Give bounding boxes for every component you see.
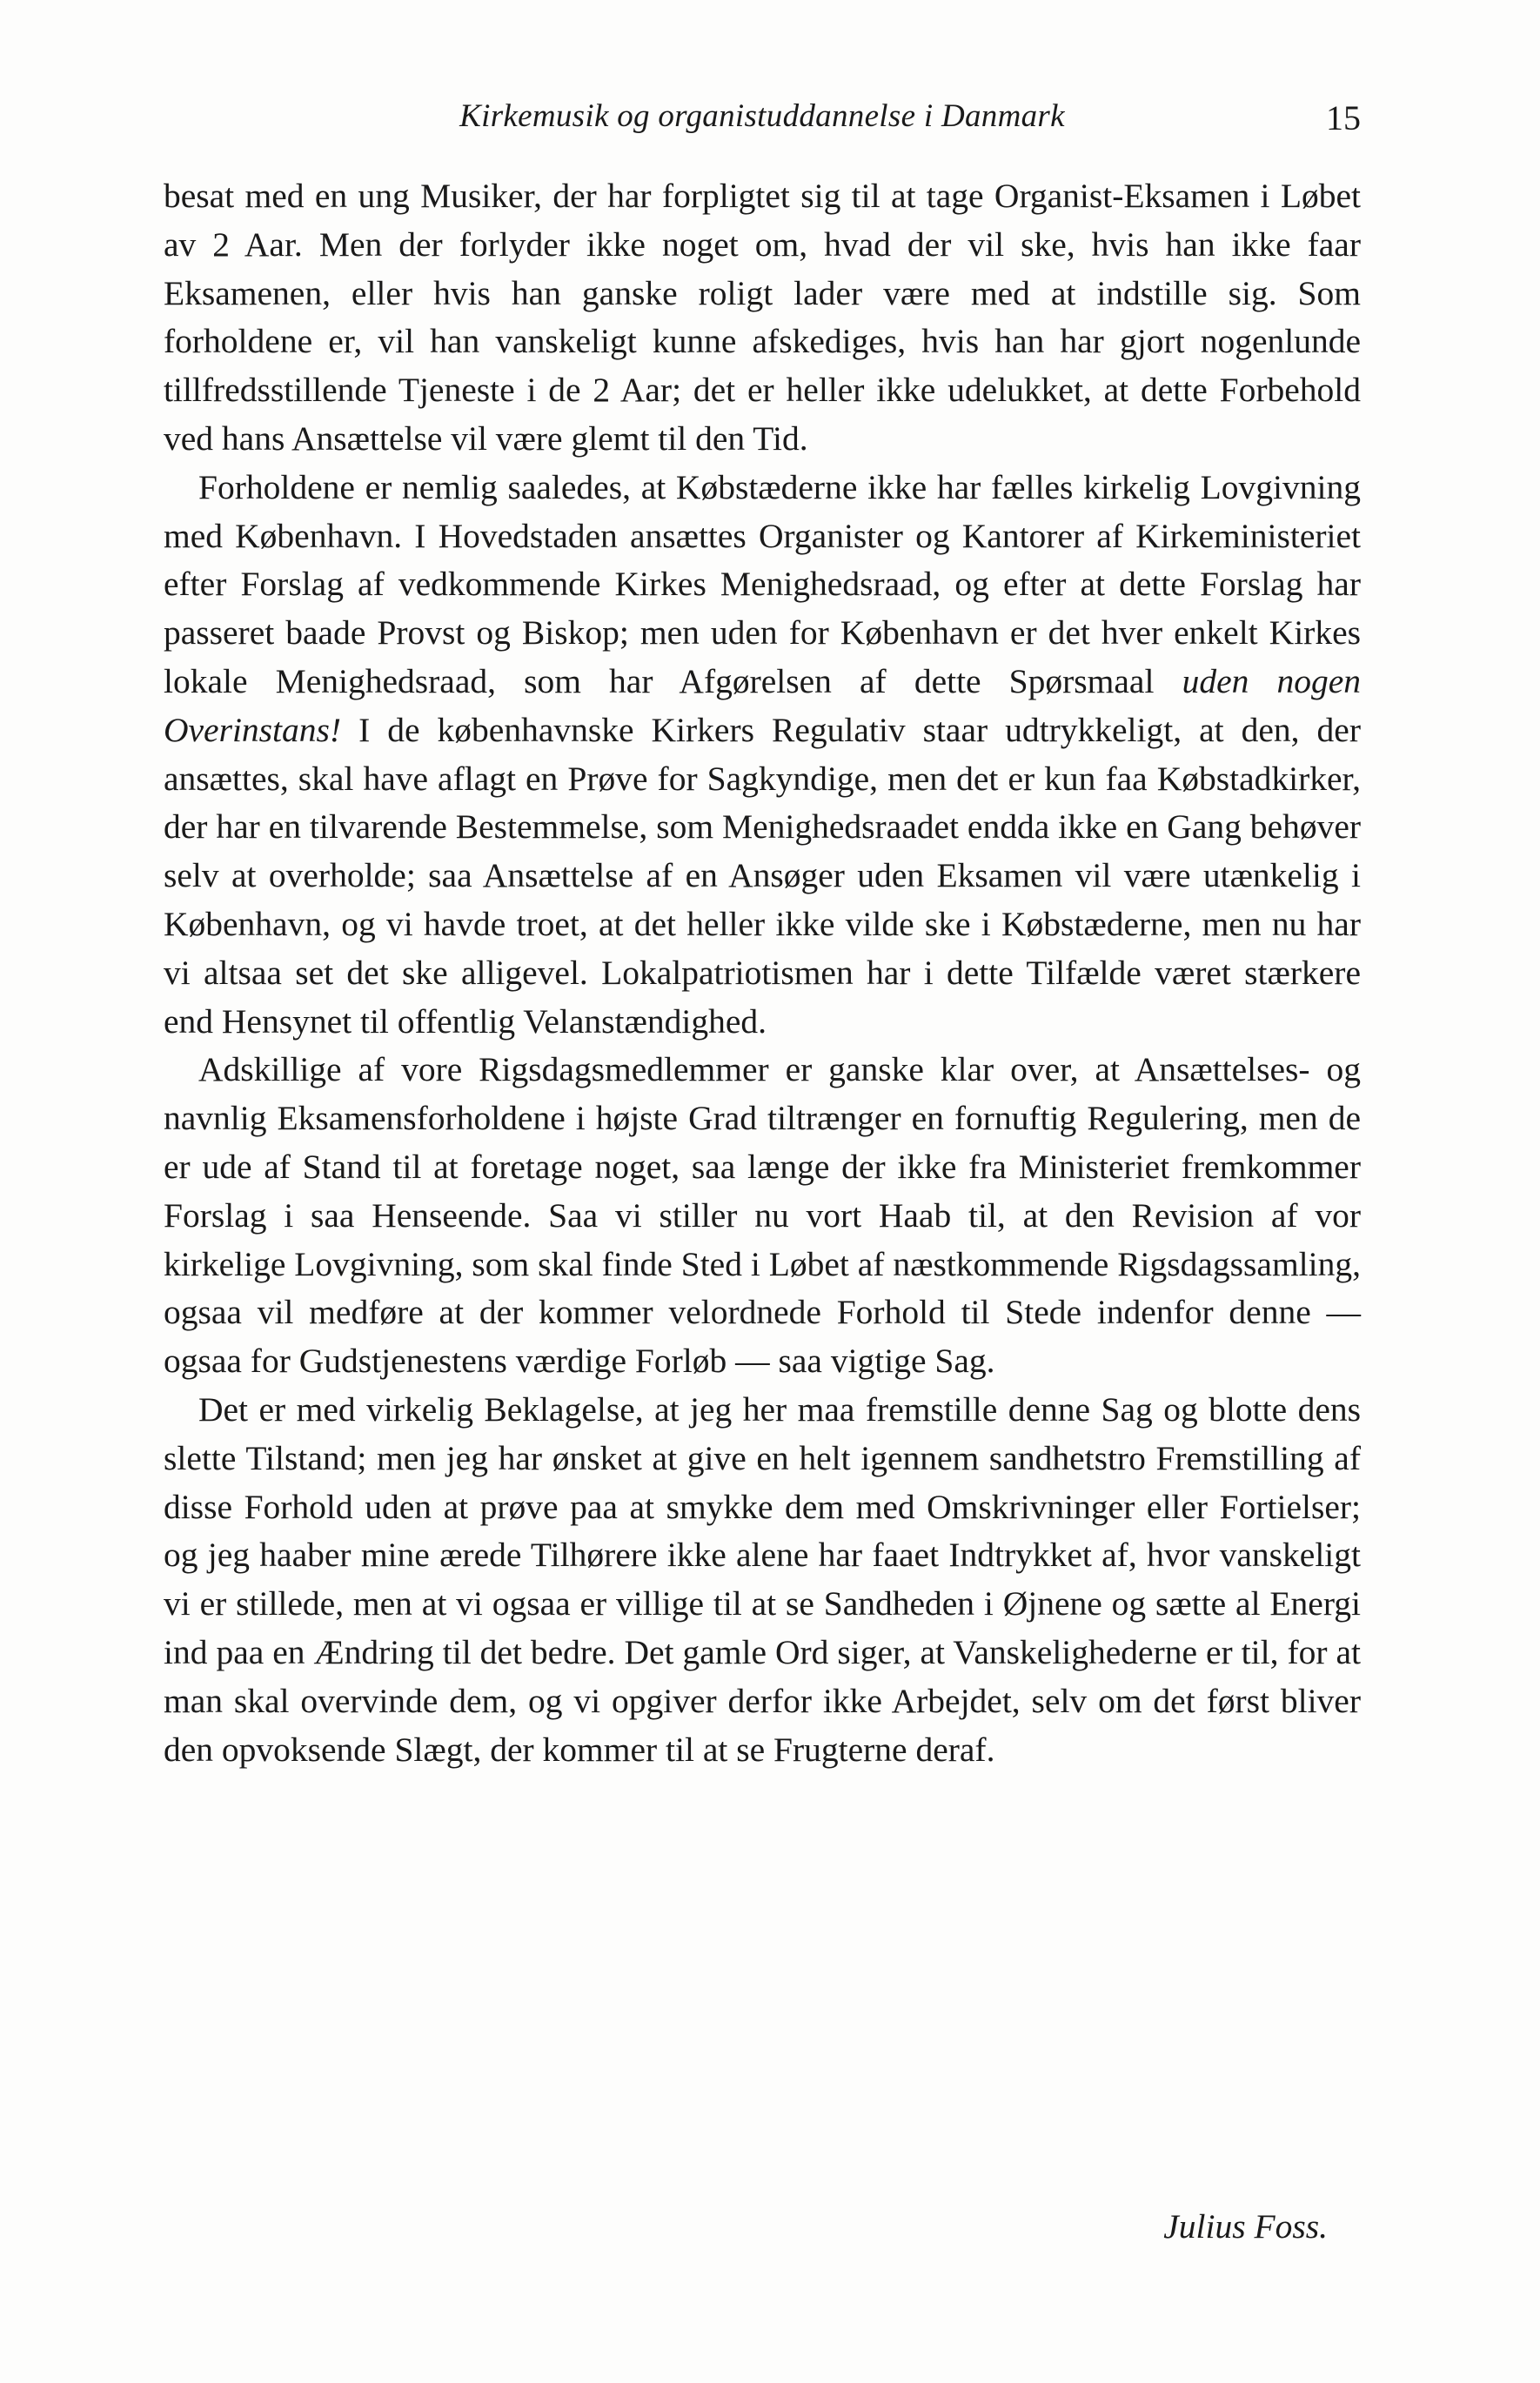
text-segment: I de københavnske Kirkers Regulativ staar udtrykkeligt, at den, der ansættes, skal have aflagt en Prøve for Sagkyndige, men det er kun faa Købstadkirker, der har en tilvarende Bestemmelse, som Menighedsraadet endda ikke en Gang behøver selv at overholde; saa Ansættelse af en Ansøger uden Eksamen vil være utænkelig i København, og vi havde troet, at det heller ikke vilde ske i Købstæderne, men nu har vi altsaa set det ske alligevel. Lokalpatriotismen har i dette Tilfælde været stærkere end Hensynet til offentlig Velanstændighed.: [164, 710, 1361, 1041]
page-number: 15: [1326, 98, 1361, 137]
author-signature: Julius Foss.: [1163, 2207, 1328, 2246]
text-segment: Forholdene er nemlig saaledes, at Købstæderne ikke har fælles kirkelig Lovgivning med København. I Hovedstaden ansættes Organister og Kantorer af Kirkeministeriet efter Forslag af vedkommende Kirkes Menighedsraad, og efter at dette Forslag har passeret baade Provst og Biskop; men uden for København er det hver enkelt Kirkes lokale Menighedsraad, som har Afgørelsen af dette Spørsmaal: [164, 467, 1361, 700]
text-segment: Adskillige af vore Rigsdagsmedlemmer er ganske klar over, at Ansættelses- og navnlig Eksamensforholdene i højste Grad tiltrænger en fornuftig Regulering, men de er ude af Stand til at foretage noget, saa længe der ikke fra Ministeriet fremkommer Forslag i saa Henseende. Saa vi stiller nu vort Haab til, at den Revision af vor kirkelige Lovgivning, som skal finde Sted i Løbet af næstkommende Rigsdagssamling, ogsaa vil medføre at der kommer velordnede Forhold til Stede indenfor denne — ogsaa for Gudstjenestens værdige Forløb — saa vigtige Sag.: [164, 1050, 1361, 1381]
paragraph-3: [164, 1046, 1361, 1386]
paragraph-4: [164, 1386, 1361, 1774]
body-text: [164, 172, 1361, 1774]
italic-text-segment: uden nogen Overinstans!: [164, 661, 1361, 749]
text-segment: Det er med virkelig Beklagelse, at jeg her maa fremstille denne Sag og blotte dens slette Tilstand; men jeg har ønsket at give en helt igennem sandhetstro Fremstilling af disse Forhold uden at prøve paa at smykke dem med Omskrivninger eller Fortielser; og jeg haaber mine ærede Tilhørere ikke alene har faaet Indtrykket af, hvor vanskeligt vi er stillede, men at vi ogsaa er villige til at se Sandheden i Øjnene og sætte al Energi ind paa en Ændring til det bedre. Det gamle Ord siger, at Vanskelighederne er til, for at man skal overvinde dem, og vi opgiver derfor ikke Arbejdet, selv om det først bliver den opvoksende Slægt, der kommer til at se Frugterne deraf.: [164, 1389, 1361, 1769]
paragraph-1: [164, 172, 1361, 464]
paragraph-2: [164, 464, 1361, 1047]
page-header: [164, 97, 1361, 150]
text-segment: besat med en ung Musiker, der har forpligtet sig til at tage Organist-Eksamen i Løbet av 2 Aar. Men der forlyder ikke noget om, hvad der vil ske, hvis han ikke faar Eksamenen, eller hvis han ganske roligt lader være med at indstille sig. Som forholdene er, vil han vanskeligt kunne afskediges, hvis han har gjort nogenlunde tillfredsstillende Tjeneste i de 2 Aar; det er heller ikke udelukket, at dette Forbehold ved hans Ansættelse vil være glemt til den Tid.: [164, 177, 1361, 458]
running-title: Kirkemusik og organistuddannelse i Danmark: [459, 98, 1065, 134]
